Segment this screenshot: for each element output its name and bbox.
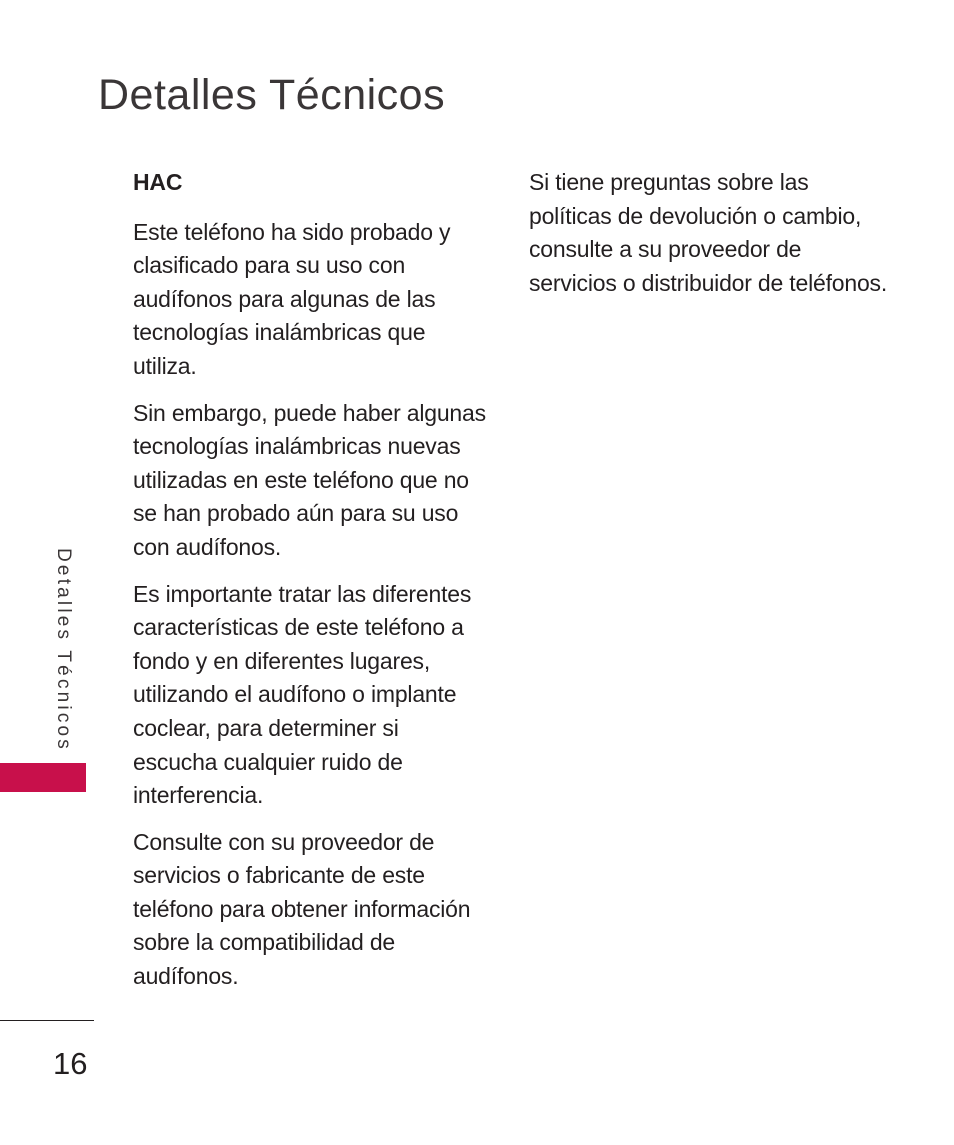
paragraph: Si tiene preguntas sobre las políticas de devolución o cambio, consulte a su proveedor de servicios o distribuidor de teléfonos. — [529, 169, 888, 296]
side-tab-label: Detalles Técnicos — [53, 548, 74, 753]
page-number: 16 — [53, 1046, 88, 1081]
paragraph: Este teléfono ha sido probado y clasificado para su uso con audífonos para algunas de las tecnologías inalámbricas que utiliza. — [133, 218, 451, 379]
footer-divider — [0, 1020, 94, 1021]
paragraph: Sin embargo, puede haber algunas tecnologías inalámbricas nuevas utilizadas en este teléfono que no se han probado aún para su uso con audífonos. — [133, 399, 486, 560]
left-column — [133, 166, 489, 1007]
page-title: Detalles Técnicos — [98, 71, 446, 119]
side-tab-marker — [0, 763, 86, 792]
right-column — [529, 166, 889, 313]
section-heading-hac: HAC — [133, 169, 183, 195]
paragraph: Es importante tratar las diferentes características de este teléfono a fondo y en diferentes lugares, utilizando el audífono o implante coclear, para determiner si escucha cualquier ruido de interferencia. — [133, 580, 472, 809]
paragraph: Consulte con su proveedor de servicios o fabricante de este teléfono para obtener información sobre la compatibilidad de audífonos. — [133, 828, 471, 990]
